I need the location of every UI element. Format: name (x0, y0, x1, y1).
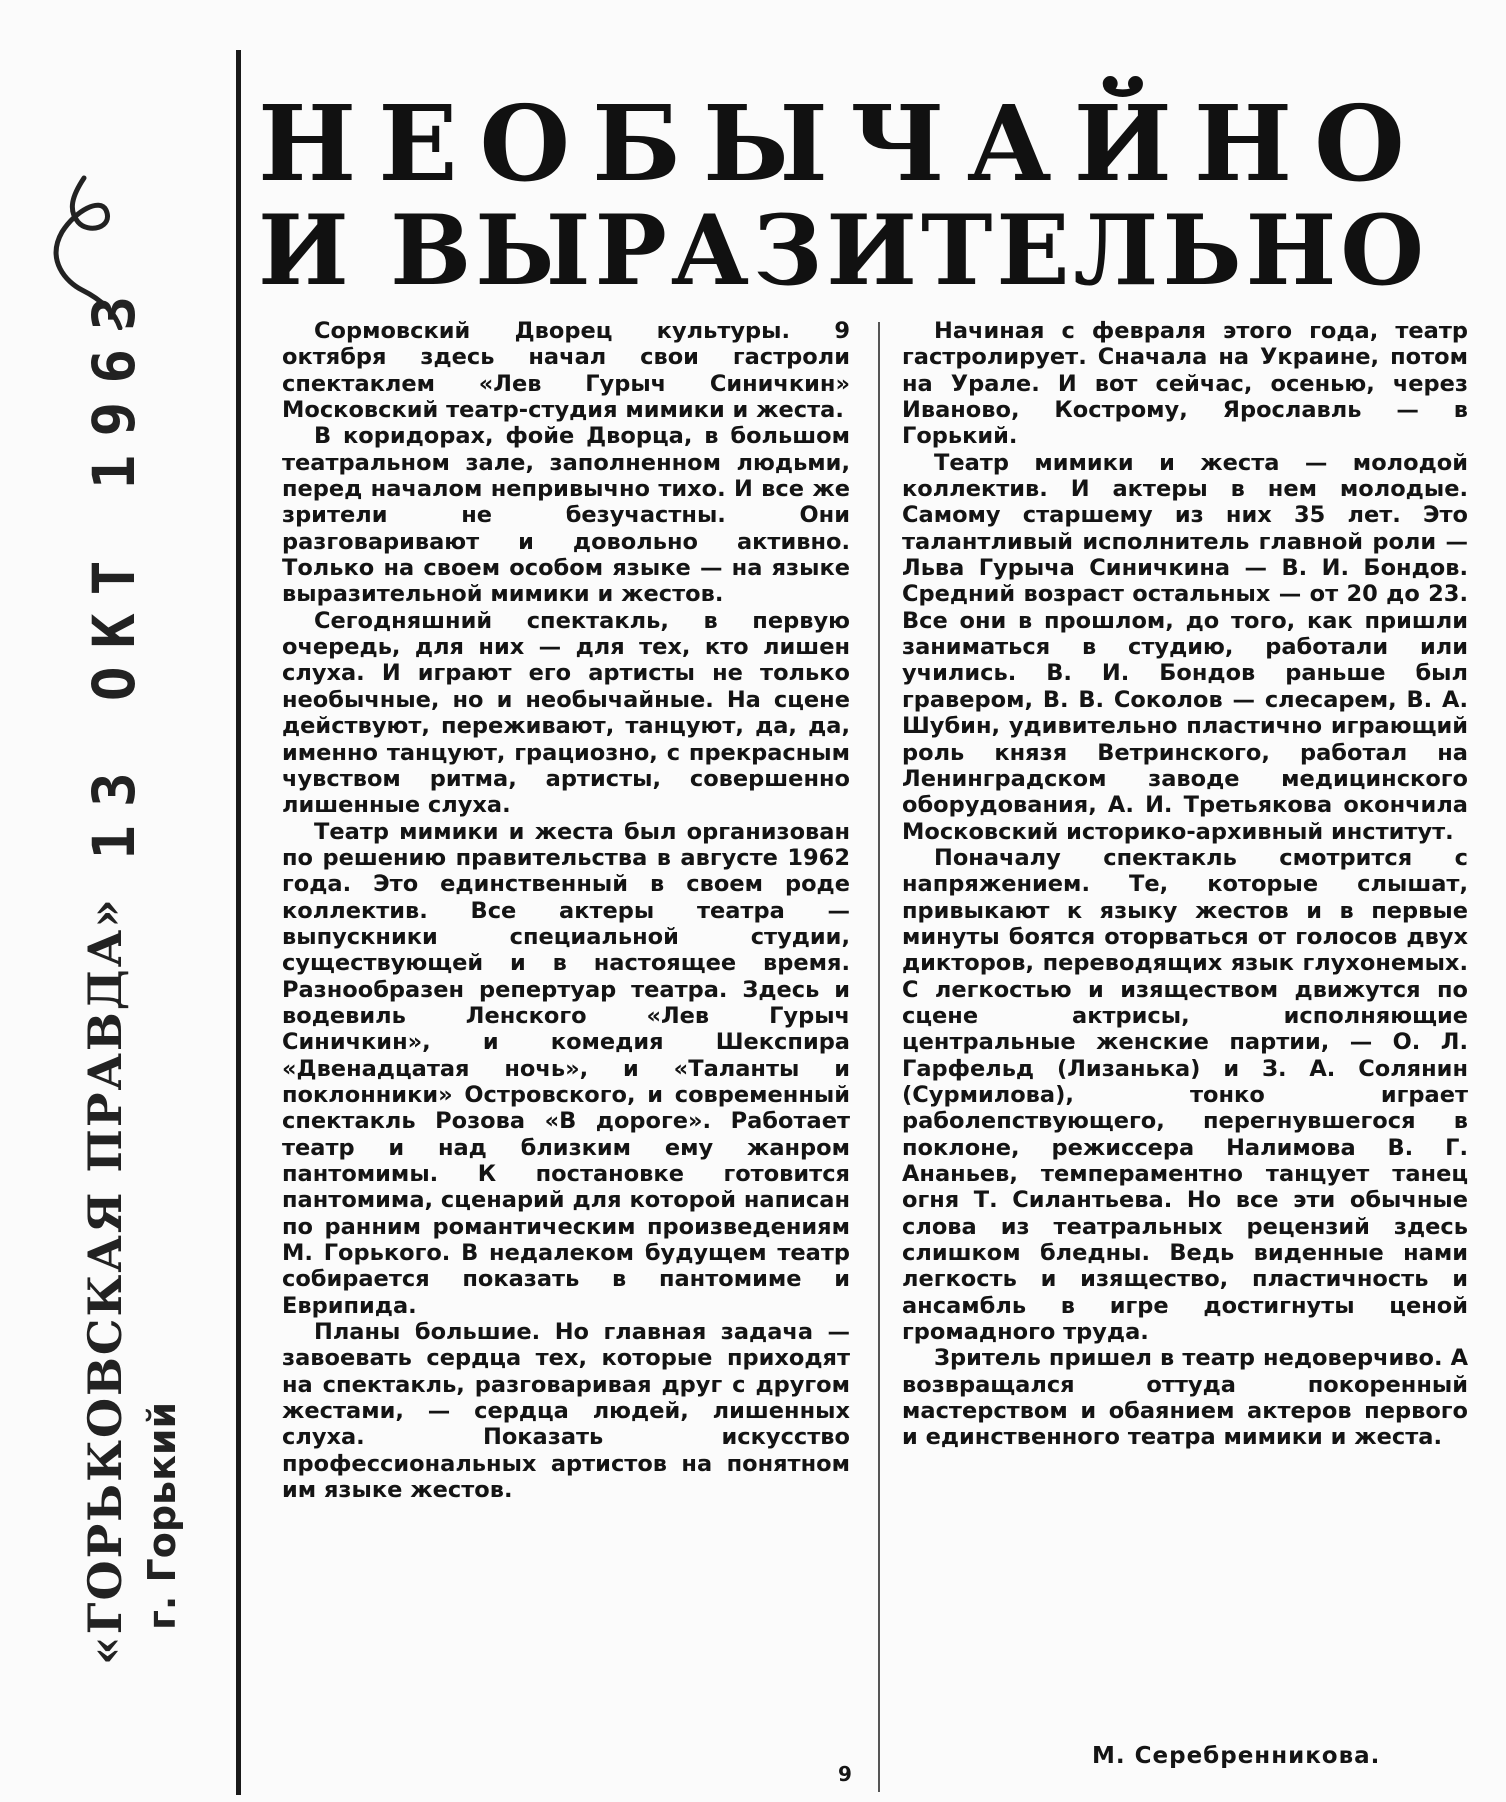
paragraph: Зритель пришел в театр недоверчиво. А возвращался оттуда покоренный мастерством и обаянием актеров первого и единственного театра мимики и жеста. (902, 1345, 1468, 1451)
paragraph: В коридорах, фойе Дворца, в большом театральном зале, заполненном людьми, перед началом непривычно тихо. И все же зрители не безучастны. Они разговаривают и довольно активно. Только на своем особом языке — на языке выразительной мимики и жестов. (282, 423, 850, 608)
paragraph: Театр мимики и жеста — молодой коллектив. И актеры в нем молодые. Самому старшему из них 35 лет. Это талантливый исполнитель главной роли — Льва Гурыча Синичкина — В. И. Бондов. Средний возраст остальных — от 20 до 23. Все они в прошлом, до того, как пришли заниматься в студию, работали или учились. В. И. Бондов раньше был гравером, В. В. Соколов — слесарем, В. А. Шубин, удивительно пластично играющий роль князя Ветринского, работал на Ленинградском заводе медицинского оборудования, А. И. Третьякова окончила Московский историко-архивный институт. (902, 449, 1468, 845)
clipping-border-line (236, 50, 241, 1795)
paragraph: Начиная с февраля этого года, театр гастролирует. Сначала на Украине, потом на Урале. И вот сейчас, осенью, через Иваново, Кострому, Ярославль — в Горький. (902, 318, 1468, 450)
paragraph: Театр мимики и жеста был организован по решению правительства в августе 1962 года. Это единственный в своем роде коллектив. Все актеры театра — выпускники специальной студии, существующей и в настоящее время. Разнообразен репертуар театра. Здесь и водевиль Ленского «Лев Гурыч Синичкин», и комедия Шекспира «Двенадцатая ночь», и «Таланты и поклонники» Островского, и современный спектакль Розова «В дороге». Работает театр и над близким ему жанром пантомимы. К постановке готовится пантомима, сценарий для которой написан по ранним романтическим произведениям М. Горького. В недалеком будущем театр собирается показать в пантомиме и Еврипида. (282, 818, 850, 1319)
article-headline (258, 82, 1458, 307)
newspaper-name-stamp: «ГОРЬКОВСКАЯ ПРАВДА» (78, 897, 132, 1665)
headline-line-2: И ВЫРАЗИТЕЛЬНО (258, 194, 1428, 307)
right-column (902, 318, 1468, 1451)
paragraph: Сегодняшний спектакль, в первую очередь, для них — для тех, кто лишен слуха. И играют его артисты не только необычные, но и необычайные. На сцене действуют, переживают, танцуют, да, да, именно танцуют, грациозно, с прекрасным чувством ритма, артисты, совершенно лишенные слуха. (282, 607, 850, 819)
city-stamp: г. Горький (140, 1401, 184, 1630)
left-column (282, 318, 850, 1503)
paragraph: Планы большие. Но главная задача — завоевать сердца тех, которые приходят на спектакль, разговаривая друг с другом жестами, — сердца людей, лишенных слуха. Показать искусство профессиональных артистов на понятном им языке жестов. (282, 1319, 850, 1504)
author-signature: М. Серебренникова. (1092, 1743, 1381, 1769)
page-number: 9 (838, 1762, 852, 1786)
column-divider (878, 322, 880, 1792)
headline-line-1: НЕОБЫЧАЙНО (258, 82, 1427, 205)
paragraph: Поначалу спектакль смотрится с напряжением. Те, которые слышат, привыкают к языку жестов и в первые минуты боятся оторваться от голосов двух дикторов, переводящих язык глухонемых. С легкостью и изяществом движутся по сцене актрисы, исполняющие центральные женские партии, — О. Л. Гарфельд (Лизанька) и З. А. Солянин (Сурмилова), тонко играет раболепствующего, перегнувшегося в поклоне, режиссера Налимова В. Г. Ананьев, темпераментно танцует танец огня Т. Силантьева. Но все эти обычные слова из театральных рецензий здесь слишком бледны. Ведь виденные нами легкость и изящество, пластичность и ансамбль в игре достигнуты ценой громадного труда. (902, 844, 1468, 1346)
paragraph: Сормовский Дворец культуры. 9 октября здесь начал свои гастроли спектаклем «Лев Гурыч Синичкин» Московский театр-студия мимики и жеста. (282, 318, 850, 424)
date-stamp: 13 ОКТ 1963 (80, 277, 148, 860)
